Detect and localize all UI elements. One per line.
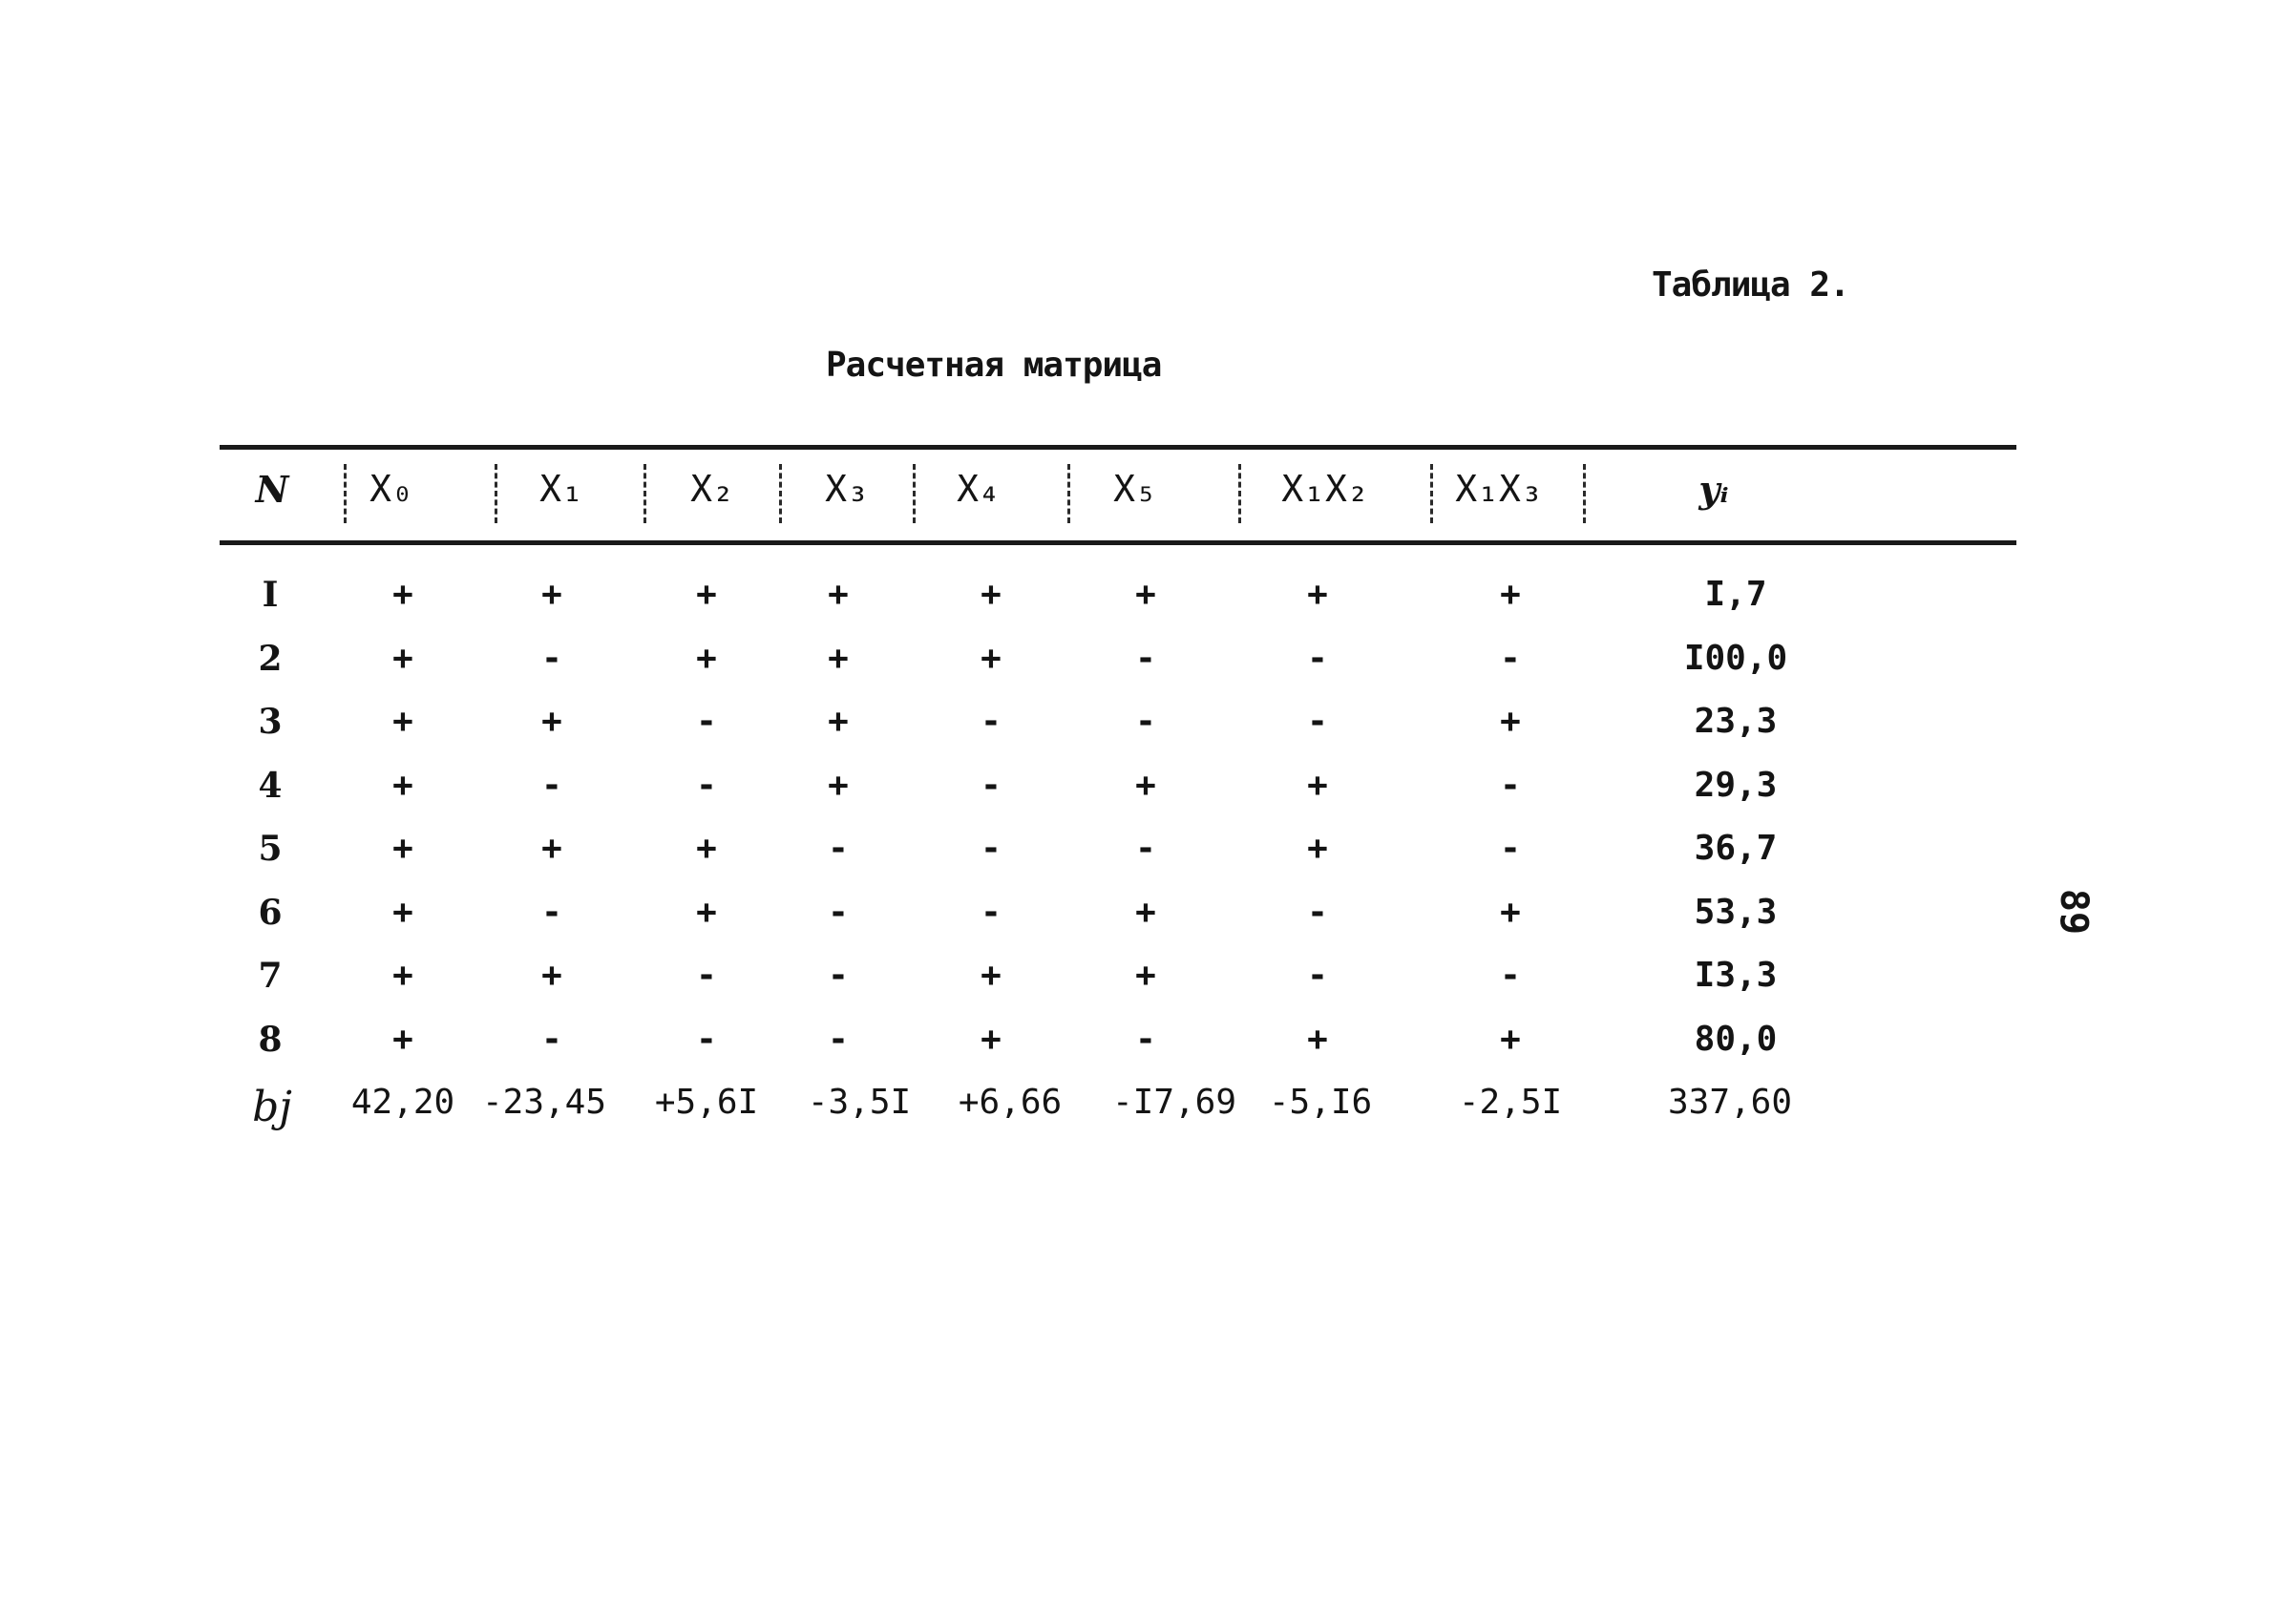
table-cell: -	[541, 1019, 562, 1059]
table-row	[0, 1020, 2278, 1077]
table-cell: -	[828, 892, 849, 932]
table-cell: +	[1307, 829, 1328, 868]
table-cell: -	[828, 829, 849, 868]
table-cell: +	[828, 765, 849, 805]
table-caption: Таблица 2.	[1652, 265, 1849, 305]
table-row	[0, 956, 2278, 1013]
response-value: I3,3	[1694, 956, 1778, 995]
table-row	[0, 702, 2278, 759]
response-value: 53,3	[1694, 892, 1778, 932]
table-title: Расчетная матрица	[826, 346, 1162, 385]
response-value: I,7	[1704, 575, 1767, 614]
table-cell: -	[1500, 956, 1521, 995]
table-top-rule	[220, 445, 2016, 450]
response-value: 23,3	[1694, 702, 1778, 741]
header-cell-y: yᵢ	[1698, 468, 1729, 511]
column-separator	[779, 464, 782, 523]
row-number: 4	[258, 765, 283, 806]
response-value: 36,7	[1694, 829, 1778, 868]
table-cell: +	[392, 956, 413, 995]
page-number: 89	[2052, 888, 2097, 936]
coefficient-cell: 42,20	[350, 1083, 455, 1122]
table-cell: +	[392, 1019, 413, 1059]
table-cell: -	[981, 829, 1002, 868]
table-cell: -	[1135, 829, 1156, 868]
column-separator	[643, 464, 646, 523]
table-cell: +	[1500, 1019, 1521, 1059]
table-cell: -	[1500, 829, 1521, 868]
table-cell: +	[828, 575, 849, 614]
coefficient-cell: -2,5I	[1458, 1083, 1563, 1122]
table-cell: -	[541, 765, 562, 805]
table-cell: +	[392, 575, 413, 614]
response-value: 29,3	[1694, 765, 1778, 805]
table-cell: +	[541, 956, 562, 995]
coefficient-label: bj	[252, 1083, 292, 1131]
table-cell: -	[1307, 702, 1328, 741]
table-cell: +	[828, 702, 849, 741]
table-cell: +	[981, 575, 1002, 614]
table-cell: -	[1500, 638, 1521, 678]
table-cell: +	[392, 765, 413, 805]
row-number: 7	[258, 956, 283, 996]
table-row	[0, 766, 2278, 823]
table-cell: -	[696, 956, 717, 995]
table-cell: +	[1500, 892, 1521, 932]
table-cell: -	[541, 638, 562, 678]
header-cell-n: N	[255, 468, 289, 511]
row-number: I	[262, 575, 279, 615]
table-cell: +	[828, 638, 849, 678]
table-cell: +	[1135, 765, 1156, 805]
coefficient-cell: +5,6I	[654, 1083, 759, 1122]
table-cell: -	[1135, 702, 1156, 741]
table-row	[0, 639, 2278, 696]
table-cell: -	[981, 702, 1002, 741]
table-cell: +	[981, 956, 1002, 995]
table-cell: -	[1307, 892, 1328, 932]
table-cell: +	[1307, 575, 1328, 614]
table-cell: +	[696, 829, 717, 868]
table-cell: -	[1307, 638, 1328, 678]
coefficient-cell: -5,I6	[1268, 1083, 1373, 1122]
coefficients-row	[0, 1083, 2278, 1140]
table-cell: -	[828, 1019, 849, 1059]
column-separator	[1067, 464, 1070, 523]
column-separator	[913, 464, 916, 523]
table-cell: +	[696, 638, 717, 678]
coefficient-cell: -I7,69	[1111, 1083, 1237, 1122]
header-cell-x1x2: X₁X₂	[1281, 468, 1369, 510]
header-cell-x1x3: X₁X₃	[1455, 468, 1543, 510]
table-header-rule	[220, 540, 2016, 545]
table-cell: +	[696, 892, 717, 932]
table-cell: -	[696, 765, 717, 805]
table-cell: +	[1500, 575, 1521, 614]
header-cell-x5: X₅	[1113, 468, 1157, 510]
response-value: 80,0	[1694, 1019, 1778, 1059]
header-cell-x4: X₄	[957, 468, 1001, 510]
table-cell: +	[1135, 575, 1156, 614]
table-row	[0, 893, 2278, 950]
table-cell: -	[1135, 638, 1156, 678]
table-cell: -	[1500, 765, 1521, 805]
row-number: 3	[258, 702, 283, 742]
column-separator	[495, 464, 497, 523]
column-separator	[1238, 464, 1241, 523]
table-cell: +	[981, 1019, 1002, 1059]
table-cell: +	[541, 575, 562, 614]
row-number: 8	[258, 1019, 283, 1060]
response-value: I00,0	[1683, 638, 1788, 678]
table-cell: +	[696, 575, 717, 614]
table-cell: -	[1135, 1019, 1156, 1059]
table-cell: -	[696, 702, 717, 741]
table-row	[0, 829, 2278, 886]
table-cell: +	[392, 829, 413, 868]
table-cell: +	[541, 702, 562, 741]
table-header-row	[0, 462, 2278, 529]
table-cell: -	[1307, 956, 1328, 995]
table-cell: -	[828, 956, 849, 995]
table-cell: +	[392, 702, 413, 741]
column-separator	[1583, 464, 1586, 523]
table-cell: +	[981, 638, 1002, 678]
header-cell-x0: X₀	[369, 468, 413, 510]
table-cell: +	[392, 638, 413, 678]
table-cell: +	[1135, 956, 1156, 995]
table-cell: -	[541, 892, 562, 932]
coefficient-cell: 337,60	[1667, 1083, 1793, 1122]
table-cell: +	[392, 892, 413, 932]
row-number: 2	[258, 638, 283, 679]
table-row	[0, 575, 2278, 632]
table-cell: +	[1500, 702, 1521, 741]
table-cell: -	[981, 765, 1002, 805]
header-cell-x1: X₁	[539, 468, 583, 510]
row-number: 5	[258, 829, 283, 869]
coefficient-cell: -23,45	[481, 1083, 607, 1122]
header-cell-x3: X₃	[825, 468, 869, 510]
header-cell-x2: X₂	[690, 468, 734, 510]
table-cell: -	[981, 892, 1002, 932]
table-cell: +	[541, 829, 562, 868]
column-separator	[1430, 464, 1433, 523]
table-cell: -	[696, 1019, 717, 1059]
table-cell: +	[1307, 765, 1328, 805]
coefficient-cell: +6,66	[958, 1083, 1063, 1122]
table-cell: +	[1307, 1019, 1328, 1059]
column-separator	[344, 464, 347, 523]
table-cell: +	[1135, 892, 1156, 932]
row-number: 6	[258, 892, 283, 933]
coefficient-cell: -3,5I	[807, 1083, 912, 1122]
